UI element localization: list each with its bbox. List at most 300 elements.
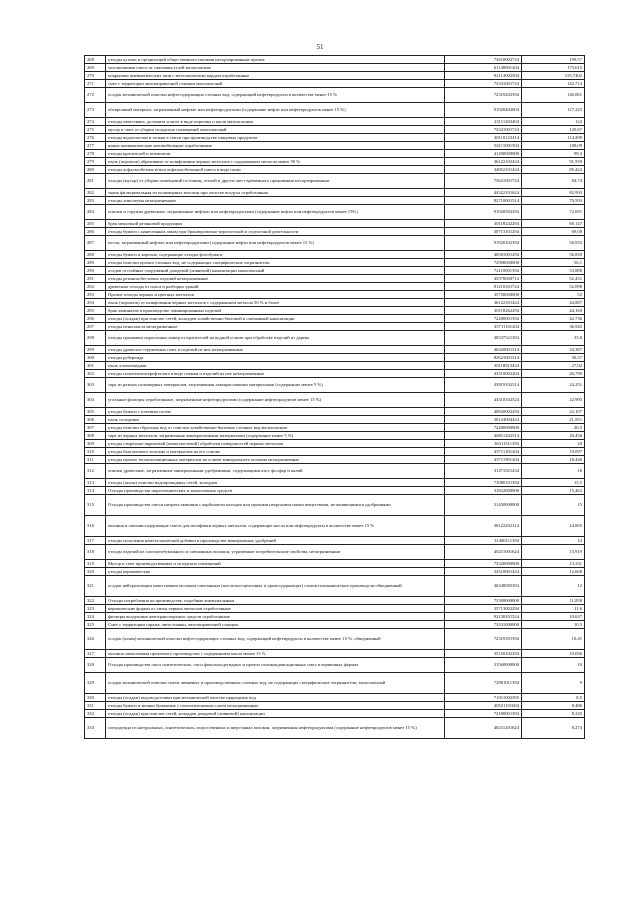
waste-mass: 10 (522, 658, 585, 673)
fkko-code: 40521101604 (445, 702, 522, 710)
waste-name: отходы (шлам) очистки водопроводных сетей, колодцев (106, 479, 445, 487)
table-row (85, 568, 585, 576)
fkko-code: 31822000000 (445, 487, 522, 495)
waste-mass: 15,5 (522, 479, 585, 487)
row-number: 320 (85, 568, 106, 576)
table-row (85, 440, 585, 448)
fkko-code: 72280001394 (445, 315, 522, 323)
table-row (85, 432, 585, 440)
row-number: 275 (85, 126, 106, 134)
waste-name: отходы резиноасбестовых изделий незагрязненные (106, 275, 445, 283)
row-number: 332 (85, 710, 106, 718)
row-number: 294 (85, 299, 106, 307)
waste-mass: 84,74 (522, 174, 585, 189)
waste-mass: 79,593 (522, 197, 585, 205)
row-number: 299 (85, 346, 106, 354)
fkko-code: 44310102524 (445, 393, 522, 408)
fkko-code: 92113002504 (445, 72, 522, 80)
table-row (85, 197, 585, 205)
table-row (85, 158, 585, 166)
row-number: 328 (85, 658, 106, 673)
row-number: 323 (85, 605, 106, 613)
waste-mass: 124 (522, 118, 585, 126)
waste-mass: 52 (522, 291, 585, 299)
waste-name: керамические формы от литья черных металлов отработанные (106, 605, 445, 613)
fkko-code: 92130101524 (445, 613, 522, 621)
fkko-code: 92111001504 (445, 142, 522, 150)
waste-mass: 10,637 (522, 613, 585, 621)
table-row (85, 134, 585, 142)
fkko-code: 40920002294 (445, 408, 522, 416)
row-number: 324 (85, 613, 106, 621)
row-number: 270 (85, 72, 106, 80)
table-row (85, 673, 585, 694)
waste-name: Отходы производства пиротехнических и аналогичных средств (106, 487, 445, 495)
waste-mass: 120,67 (522, 126, 585, 134)
fkko-code: 36122102424 (445, 158, 522, 166)
waste-name: отходы промывки окрасочных камер от красителей на водной основе при обработке изделий из дерева (106, 331, 445, 346)
waste-mass: 91,559 (522, 158, 585, 166)
waste-mass: 13,331 (522, 560, 585, 568)
waste-name: осадок (шлам) механической очистки нефтесодержащих сточных вод, содержащий нефтепродукты в количестве менее 15 %, обводненный (106, 629, 445, 650)
waste-name: отходы бумаги с нанесенным лаком при брошюровочно-переплетной и отделочной деятельности (106, 228, 445, 236)
waste-mass: 24,251 (522, 378, 585, 393)
row-number: 311 (85, 456, 106, 464)
waste-name: пыль (порошок) от шлифования черных металлов с содержанием металла 50 % и более (106, 299, 445, 307)
row-number: 282 (85, 189, 106, 197)
row-number: 312 (85, 464, 106, 479)
table-row (85, 378, 585, 393)
waste-name: брак ламинатов в производстве ламинированных изделий (106, 307, 445, 315)
fkko-code: 36122202314 (445, 516, 522, 537)
waste-name: опилки древесные, загрязненные минеральными удобрениями, содержащими азот, фосфор и калий (106, 464, 445, 479)
table-row (85, 597, 585, 605)
table-row (85, 346, 585, 354)
waste-name: тара из разных полимерных материалов, загрязненная лакокрасочными материалами (содержание менее 5 %) (106, 378, 445, 393)
row-number: 302 (85, 370, 106, 378)
table-row (85, 658, 585, 673)
row-number: 318 (85, 545, 106, 560)
fkko-code: 44322101624 (445, 189, 522, 197)
table-row (85, 64, 585, 72)
fkko-code: 36348585394 (445, 576, 522, 597)
waste-name: смет с территории автозаправочной станции малоопасный (106, 80, 445, 88)
fkko-code: 91920102394 (445, 236, 522, 251)
waste-name: отходы бумаги и картона, содержащие отходы фотобумаги (106, 251, 445, 259)
waste-mass: 22,107 (522, 408, 585, 416)
waste-mass: 44,887 (522, 299, 585, 307)
row-number: 329 (85, 673, 106, 694)
waste-name: мусор и смет от уборки складских помещений малоопасный (106, 126, 445, 134)
waste-table-body (85, 56, 585, 739)
waste-name: пыль солодовая (106, 416, 445, 424)
table-row (85, 150, 585, 158)
waste-mass: 35,8 (522, 331, 585, 346)
fkko-code: 73621001724 (445, 174, 522, 189)
waste-name: пыль хлопьевидная (106, 362, 445, 370)
waste-name: отходы (осадки) при очистке сетей, колодцев хозяйственно-бытовой и смешанной канализации (106, 315, 445, 323)
table-row (85, 72, 585, 80)
waste-name: Смет с территории гаража, автостоянки, автозаправочной станции (106, 621, 445, 629)
fkko-code: 31450000000 (445, 495, 522, 516)
row-number: 330 (85, 694, 106, 702)
table-row (85, 291, 585, 299)
table-row (85, 424, 585, 432)
page-number: 51 (316, 43, 324, 51)
waste-mass: 8,5 (522, 694, 585, 702)
table-row (85, 629, 585, 650)
waste-name: отходы рубероида (106, 354, 445, 362)
waste-mass: 14 (522, 537, 585, 545)
waste-name: окалина замасленная прокатного производства с содержанием масла менее 15 % (106, 650, 445, 658)
table-row (85, 118, 585, 126)
waste-mass: 12,668 (522, 568, 585, 576)
fkko-code: 34852101424 (445, 166, 522, 174)
fkko-code: 43510002204 (445, 370, 522, 378)
waste-name: Отходы производства смеси нитрата аммония с карбонатом кальция или прочими неорганическими веществами, не являющимися удобрениями (106, 495, 445, 516)
row-number: 325 (85, 621, 106, 629)
row-number: 272 (85, 88, 106, 103)
row-number: 268 (85, 56, 106, 64)
waste-mass: 27,02 (522, 362, 585, 370)
fkko-code: 71080101394 (445, 479, 522, 487)
waste-mass: 12 (522, 576, 585, 597)
table-row (85, 495, 585, 516)
waste-mass: 20,5 (522, 424, 585, 432)
fkko-code: 34510001424 (445, 568, 522, 576)
row-number: 285 (85, 220, 106, 228)
fkko-code: 72901011394 (445, 673, 522, 694)
fkko-code: 82710001514 (445, 197, 522, 205)
fkko-code: 30124004424 (445, 416, 522, 424)
fkko-code: 73331000000 (445, 621, 522, 629)
waste-name: отходы бумаги и мешки бумажные с полиэтиленовым слоем незагрязненные (106, 702, 445, 710)
table-row (85, 80, 585, 88)
fkko-code: 73320000000 (445, 560, 522, 568)
waste-name: пыль (порошок) абразивные от шлифования черных металлов с содержанием металла менее 50 % (106, 158, 445, 166)
waste-mass: 69,08 (522, 228, 585, 236)
waste-mass: 72,691 (522, 205, 585, 220)
waste-name: Мусор и смет производственных и складских помещений (106, 560, 445, 568)
table-row (85, 307, 585, 315)
waste-mass: 8,274 (522, 718, 585, 739)
table-row (85, 354, 585, 362)
row-number: 273 (85, 103, 106, 118)
fkko-code: 40420001514 (445, 346, 522, 354)
row-number: 316 (85, 516, 106, 537)
fkko-code: 45711901204 (445, 456, 522, 464)
table-row (85, 56, 585, 64)
waste-mass: 52,431 (522, 275, 585, 283)
table-row (85, 621, 585, 629)
waste-mass: 30,37 (522, 354, 585, 362)
waste-name: отходы (осадки) при очистке сетей, колодцев дождевой (ливневой) канализации (106, 710, 445, 718)
fkko-code: 35150102294 (445, 650, 522, 658)
row-number: 277 (85, 142, 106, 150)
fkko-code: 72900000000 (445, 259, 522, 267)
waste-mass: 82,993 (522, 189, 585, 197)
table-row (85, 275, 585, 283)
waste-mass: 19,097 (522, 448, 585, 456)
table-row (85, 560, 585, 568)
waste-mass: 20,456 (522, 432, 585, 440)
fkko-code: 36122101424 (445, 299, 522, 307)
waste-name: отходы стирольно-акриловой (пенопластовой) обработки поверхностей черных металлов (106, 440, 445, 448)
table-row (85, 331, 585, 346)
waste-mass: 8,486 (522, 702, 585, 710)
row-number: 281 (85, 174, 106, 189)
waste-mass: 114,299 (522, 134, 585, 142)
row-number: 295 (85, 307, 106, 315)
waste-mass: 140,061 (522, 88, 585, 103)
waste-name: спецодежда из натуральных, синтетических, искусственных и шерстяных волокон, загрязненная нефтепродуктами (содержание нефтепродуктов менее 15 %) (106, 718, 445, 739)
waste-mass: 9 (522, 673, 585, 694)
table-row (85, 174, 585, 189)
waste-mass: 10,5 (522, 621, 585, 629)
waste-name: тара из черных металлов, загрязненная лакокрасочными материалами (содержание менее 5 %) (106, 432, 445, 440)
table-row (85, 576, 585, 597)
row-number: 276 (85, 134, 106, 142)
fkko-code: 71011002395 (445, 694, 522, 702)
table-row (85, 718, 585, 739)
table-row (85, 299, 585, 307)
waste-name: осадок нейтрализации известковым молоком смешанных (кислотно-щелочных и хромсодержащих) стоков гальванических производств обводненный (106, 576, 445, 597)
row-number: 304 (85, 393, 106, 408)
row-number: 305 (85, 408, 106, 416)
fkko-code: 82621001514 (445, 354, 522, 362)
fkko-code: 91920502394 (445, 205, 522, 220)
waste-name: фильтры воздушные автотранспортных средств отработанные (106, 613, 445, 621)
table-row (85, 537, 585, 545)
waste-mass: 15,462 (522, 487, 585, 495)
row-number: 296 (85, 315, 106, 323)
fkko-code: 46811202514 (445, 432, 522, 440)
waste-name: отходы пенопласта незагрязненные (106, 323, 445, 331)
table-row (85, 694, 585, 702)
waste-name: отходы керамические (106, 568, 445, 576)
table-row (85, 189, 585, 197)
table-row (85, 267, 585, 275)
row-number: 284 (85, 205, 106, 220)
waste-mass: 56,933 (522, 236, 585, 251)
table-row (85, 283, 585, 291)
table-row (85, 205, 585, 220)
waste-name: отходы кухонь и организаций общественного питания несортированные прочие (106, 56, 445, 64)
waste-name: опилки и стружка древесные, загрязненные нефтью или нефтепродуктами (содержание нефти или нефтепродуктов менее 15%) (106, 205, 445, 220)
fkko-code: 40231201624 (445, 718, 522, 739)
waste-mass: 44,169 (522, 307, 585, 315)
waste-name: Прочие отходы черных и цветных металлов (106, 291, 445, 299)
table-row (85, 613, 585, 621)
fkko-code: 30118262294 (445, 307, 522, 315)
row-number: 298 (85, 331, 106, 346)
table-row (85, 362, 585, 370)
waste-table (84, 55, 585, 739)
waste-mass: 21,951 (522, 416, 585, 424)
fkko-code: 45711101204 (445, 323, 522, 331)
fkko-code: 30118242294 (445, 220, 522, 228)
waste-mass: 127,225 (522, 103, 585, 118)
waste-name: отходы очистки прочих сточных вод, не содержащих специфические загрязнители (106, 259, 445, 267)
waste-mass: 155,7402 (522, 72, 585, 80)
fkko-code: 45570000714 (445, 275, 522, 283)
fkko-code: 23111203404 (445, 118, 522, 126)
waste-mass: 56,1 (522, 259, 585, 267)
waste-mass: 199,57 (522, 56, 585, 64)
table-row (85, 370, 585, 378)
table-row (85, 393, 585, 408)
fkko-code: 36311511394 (445, 440, 522, 448)
table-row (85, 710, 585, 718)
fkko-code: 73300000000 (445, 597, 522, 605)
row-number: 322 (85, 597, 106, 605)
waste-mass: 16 (522, 464, 585, 479)
row-number: 274 (85, 118, 106, 126)
table-row (85, 228, 585, 236)
row-number: 310 (85, 448, 106, 456)
row-number: 308 (85, 432, 106, 440)
row-number: 326 (85, 629, 106, 650)
waste-mass: 99,3 (522, 150, 585, 158)
row-number: 269 (85, 64, 106, 72)
waste-name: отходы красителей и пигментов (106, 150, 445, 158)
fkko-code: 91920402604 (445, 103, 522, 118)
waste-mass: 56,839 (522, 251, 585, 259)
waste-name: отходы линолеума незагрязненные (106, 197, 445, 205)
waste-name: отходы известняка, доломита и мела в виде порошка и пыли малоопасные (106, 118, 445, 126)
fkko-code: 30713101294 (445, 228, 522, 236)
row-number: 306 (85, 416, 106, 424)
waste-mass: 85,422 (522, 166, 585, 174)
waste-name: отходы очистки сбросных вод от очистки хозяйственно-бытовых сточных вод малоопасные (106, 424, 445, 432)
fkko-code: 35713002294 (445, 605, 522, 613)
waste-mass: 22,905 (522, 393, 585, 408)
waste-name: осадок механической очистки смеси ливневых и производственных сточных вод, не содержащих специфические загрязнители, малоопасный (106, 673, 445, 694)
row-number: 301 (85, 362, 106, 370)
fkko-code: 61140001204 (445, 64, 522, 72)
waste-name: отходы полиэтилентерефталата в виде пленки и изделий из нее незагрязненные (106, 370, 445, 378)
fkko-code: 73331001724 (445, 80, 522, 88)
waste-name: покрышки пневматических шин с металлическим кордом отработанные (106, 72, 445, 80)
waste-name: обтирочный материал, загрязненный нефтью или нефтепродуктами (содержание нефти или нефтепродуктов менее 15 %) (106, 103, 445, 118)
table-row (85, 456, 585, 464)
row-number: 319 (85, 560, 106, 568)
row-number: 287 (85, 236, 106, 251)
row-number: 280 (85, 166, 106, 174)
waste-mass: 13,919 (522, 545, 585, 560)
fkko-code: 72310101394 (445, 629, 522, 650)
fkko-code: 73610002724 (445, 56, 522, 64)
row-number: 321 (85, 576, 106, 597)
row-number: 291 (85, 275, 106, 283)
waste-mass: 15 (522, 495, 585, 516)
table-row (85, 315, 585, 323)
row-number: 303 (85, 378, 106, 393)
waste-name: отходы изделий из хлопчатобумажного и смешанных волокон, утратившие потребительские свойства, незагрязненные (106, 545, 445, 560)
table-row (85, 220, 585, 228)
fkko-code: 41200000000 (445, 150, 522, 158)
waste-mass: 18,446 (522, 456, 585, 464)
waste-mass: 20 (522, 440, 585, 448)
table-row (85, 166, 585, 174)
waste-mass: 8,335 (522, 710, 585, 718)
row-number: 290 (85, 267, 106, 275)
row-number: 293 (85, 291, 106, 299)
waste-name: Отходы производства смол синтетических, смол фенолальдегидных и прочих поликонденсационных смол в первичных формах (106, 658, 445, 673)
table-row (85, 408, 585, 416)
row-number: 309 (85, 440, 106, 448)
row-number: 297 (85, 323, 106, 331)
waste-name: золошлаковая смесь от сжигания углей малоопасная (106, 64, 445, 72)
row-number: 279 (85, 158, 106, 166)
table-row (85, 702, 585, 710)
fkko-code: 30118913424 (445, 362, 522, 370)
row-number: 327 (85, 650, 106, 658)
fkko-code: 31471021434 (445, 464, 522, 479)
row-number: 289 (85, 259, 106, 267)
row-number: 288 (85, 251, 106, 259)
waste-mass: 42,736 (522, 315, 585, 323)
row-number: 331 (85, 702, 106, 710)
waste-name: отходы базальтового волокна и материалов на его основе (106, 448, 445, 456)
table-row (85, 126, 585, 134)
table-row (85, 605, 585, 613)
table-row (85, 236, 585, 251)
waste-name: осадок отстойных сооружений дождевой (ливневой) канализации малоопасный (106, 267, 445, 275)
row-number: 333 (85, 718, 106, 739)
waste-mass: 33,387 (522, 346, 585, 354)
table-row (85, 323, 585, 331)
waste-name: отходы (мусор) от уборки помещений гостиниц, отелей и других мест временного проживания несортированные (106, 174, 445, 189)
fkko-code: 72180001394 (445, 710, 522, 718)
fkko-code: 40211001624 (445, 545, 522, 560)
waste-mass: 142,714 (522, 80, 585, 88)
fkko-code: 31560000000 (445, 658, 522, 673)
row-number: 292 (85, 283, 106, 291)
waste-name: отходы прочих теплоизоляционных материалов на основе минерального волокна незагрязненные (106, 456, 445, 464)
waste-name: окалина и окалиносодержащие смеси для шлифовки черных металлов, содержащие масла или нефтепродукты в количестве менее 15 % (106, 516, 445, 537)
row-number: 278 (85, 150, 106, 158)
waste-name: отходы (осадки) водоподготовки при механической очистке природных вод (106, 694, 445, 702)
table-row (85, 650, 585, 658)
table-row (85, 516, 585, 537)
waste-name: отходы получения неметаллической добавки в производстве минеральных удобрений (106, 537, 445, 545)
waste-name: шины пневматические автомобильные отработанные (106, 142, 445, 150)
waste-name: отходы асфальтобетона и/или асфальтобетонной смеси в виде пыли (106, 166, 445, 174)
table-row (85, 464, 585, 479)
waste-mass: 10,41 (522, 629, 585, 650)
fkko-code: 30537521394 (445, 331, 522, 346)
fkko-code: 30119123414 (445, 134, 522, 142)
waste-mass: 173,615 (522, 64, 585, 72)
row-number: 271 (85, 80, 106, 88)
row-number: 307 (85, 424, 106, 432)
waste-mass: 52,098 (522, 283, 585, 291)
fkko-code: 31400111394 (445, 537, 522, 545)
waste-mass: 69,147 (522, 220, 585, 228)
table-row (85, 487, 585, 495)
waste-name: ткань фильтровальная из полимерных волокон при очистке воздуха отработанная (106, 189, 445, 197)
waste-mass: 10,036 (522, 650, 585, 658)
fkko-code: 73321001724 (445, 126, 522, 134)
table-row (85, 545, 585, 560)
row-number: 314 (85, 487, 106, 495)
waste-name: осадок механической очистки нефтесодержащих сточных вод, содержащий нефтепродукты в количестве менее 15 % (106, 88, 445, 103)
fkko-code: 35750000000 (445, 291, 522, 299)
table-row (85, 416, 585, 424)
waste-name: брак мешочной резиновой продукции (106, 220, 445, 228)
waste-name: древесные отходы от сноса и разборки зданий (106, 283, 445, 291)
